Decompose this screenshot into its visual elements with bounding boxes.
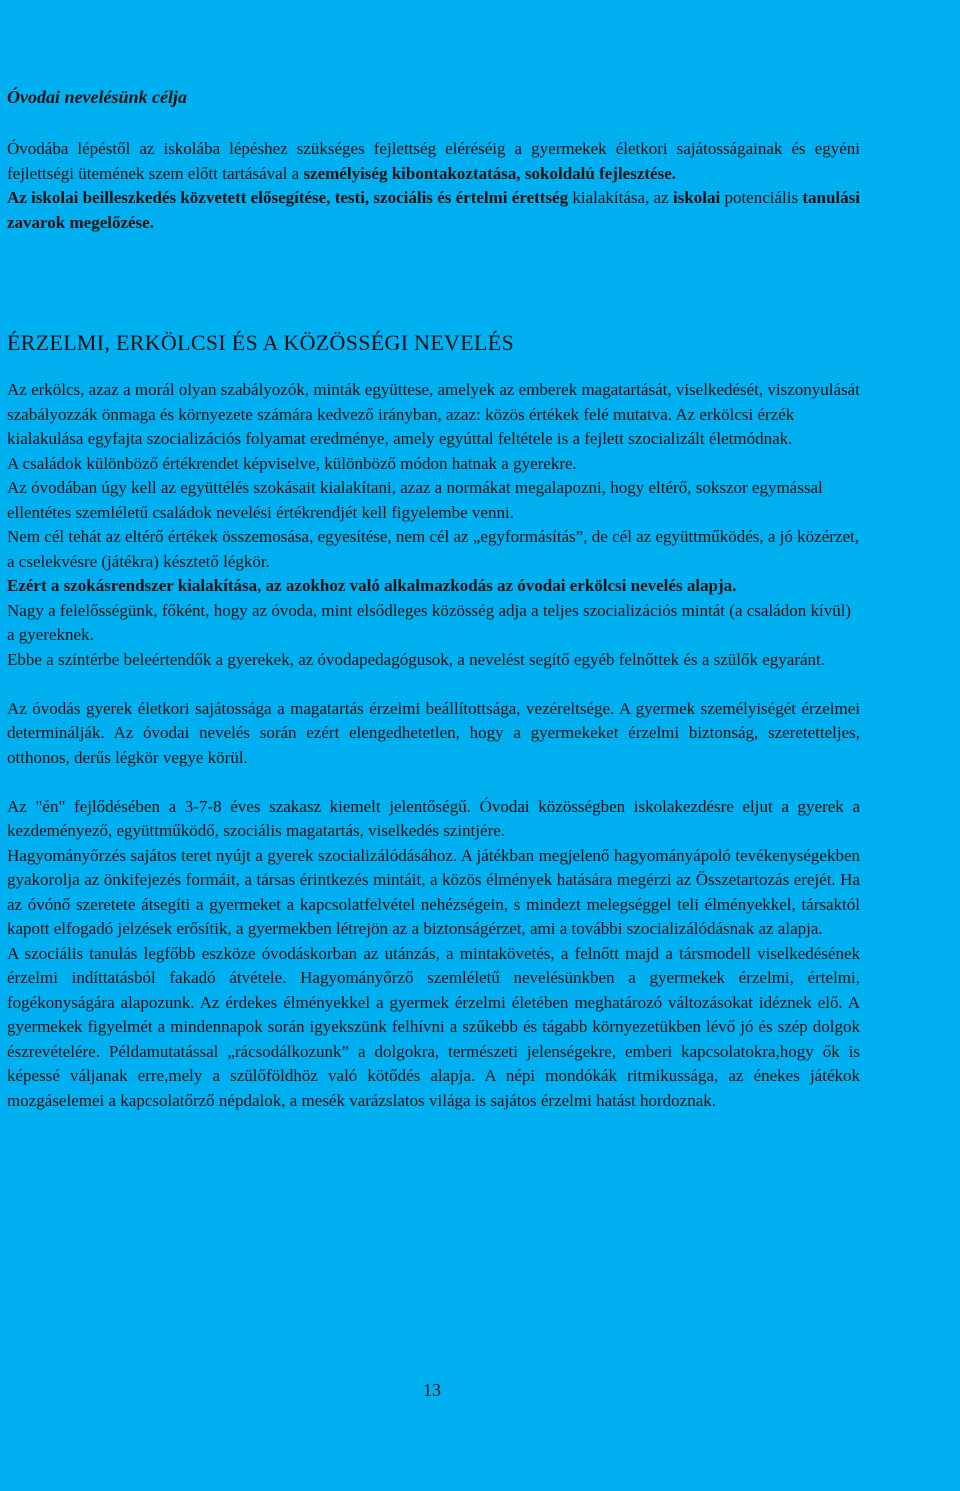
intro-paragraph-1 [7,137,860,186]
intro-bold-text: Az iskolai beilleszkedés közvetett elősegítése, testi, szociális és értelmi érettség [7,188,569,207]
body-paragraph: Az erkölcs, azaz a morál olyan szabályozók, minták együttese, amelyek az emberek magatartását, viselkedését, viszonyulását szabályozzák önmaga és környezete számára kedvező irányban, azaz: közös értékek felé mutatva. Az erkölcsi érzék kialakulása egyfajta szocializációs folyamat eredménye, amely egyúttal feltétele is a fejlett szocializált életmódnak. [7,380,860,448]
body-paragraph: Ebbe a színtérbe beleértendők a gyerekek, az óvodapedagógusok, a nevelést segítő egyéb felnőttek és a szülők egyaránt. [7,649,826,669]
intro-text: potenciális [720,188,803,207]
section-heading: ÉRZELMI, ERKÖLCSI ÉS A KÖZÖSSÉGI NEVELÉS [7,330,514,355]
body-paragraph: Nagy a felelősségünk, főként, hogy az óvoda, mint elsődleges közösség adja a teljes szocializációs mintát (a családon kívül) a gyereknek. [7,600,852,644]
body-section [7,378,860,1113]
body-paragraph: A szociális tanulás legfőbb eszköze óvodáskorban az utánzás, a mintakövetés, a felnőtt majd a társmodell viselkedésének érzelmi indíttatásból fakadó átvétele. Hagyományőrző szemléletű nevelésünkben a gyermekek érzelmi, értelmi, fogékonyságára alapozunk. Az érdekes élményekkel a gyermek érzelmi életében meghatározó változásokat idéznek elő. A gyermekek figyelmét a mindennapok során igyekszünk felhívni a szűkebb és tágabb környezetükben lévő jó és szép dolgok észrevételére. Példamutatással „rácsodálkozunk” a dolgokra, természeti jelenségekre, emberi kapcsolatokra,hogy ők is képessé váljanak erre,mely a szülőföldhöz való kötődés alapja. A népi mondókák ritmikussága, az énekes játékok mozgáselemei a kapcsolatőrző népdalok, a mesék varázslatos világa is sajátos érzelmi hatást hordoznak. [7,943,860,1110]
body-paragraph: Az óvodában úgy kell az együttélés szokásait kialakítani, azaz a normákat megalapozni, hogy eltérő, sokszor egymással ellentétes szemléletű családok nevelési értékrendjét kell figyelembe venni. [7,478,823,522]
bold-text: Ezért a szokásrendszer kialakítása, az azokhoz való alkalmazkodás az óvodai erkölcsi nevelés alapja. [7,576,737,595]
page-number: 13 [423,1380,441,1400]
paragraph-gap [7,770,860,795]
section-title: Óvodai nevelésünk célja [7,87,187,107]
body-paragraph: Az "én" fejlődésében a 3-7-8 éves szakasz kiemelt jelentőségű. Óvodai közösségben iskolakezdésre eljut a gyerek a kezdeményező, együttműködő, szociális magatartás, viselkedés szintjére. [7,796,860,840]
intro-bold-text: személyiség kibontakoztatása, sokoldalú fejlesztése. [303,163,676,183]
intro-paragraph-2 [7,186,860,235]
intro-bold-text: iskolai [672,188,721,207]
intro-text: Óvodába lépéstől az iskolába lépéshez szükséges fejlettség eléréséig a gyermekek életkori sajátosságainak és egyéni fejlettségi ütemének szem előtt tartásával a [7,139,860,183]
body-paragraph: Nem cél tehát az eltérő értékek összemosása, egyesítése, nem cél az „egyformásítás”, de cél az együttműködés, a jó közérzet, a cselekvésre (játékra) késztető légkör. [7,527,859,571]
body-paragraph: A családok különböző értékrendet képviselve, különböző módon hatnak a gyerekre. [7,453,577,473]
intro-bold-text: tanulási zavarok megelőzése. [7,188,860,232]
intro-text: kialakítása, az [568,188,673,207]
body-paragraph-bold [7,574,860,599]
intro-section [7,137,860,235]
body-paragraph: Az óvodás gyerek életkori sajátossága a magatartás érzelmi beállítottsága, vezéreltsége. A gyermek személyiségét érzelmei determinálják. Az óvodai nevelés során ezért elengedhetetlen, hogy a gyermekeket érzelmi biztonság, szeretetteljes, otthonos, derűs légkör vegye körül. [7,698,860,767]
paragraph-gap [7,672,860,697]
body-paragraph: Hagyományőrzés sajátos teret nyújt a gyerek szocializálódásához. A játékban megjelenő hagyományápoló tevékenységekben gyakorolja az önkifejezés formáit, a társas érintkezés mintáit, a közös élmények hatására megérzi az Összetartozás erejét. Ha az óvónő szeretete átsegíti a gyermeket a kapcsolatfelvétel nehézségein, s mindezt melegséggel teli élményekkel, társaktól kapott elfogadó jelzések erősítik, a gyermekben létrejön az a biztonságérzet, ami a további szocializálódásnak az alapja. [7,845,860,938]
